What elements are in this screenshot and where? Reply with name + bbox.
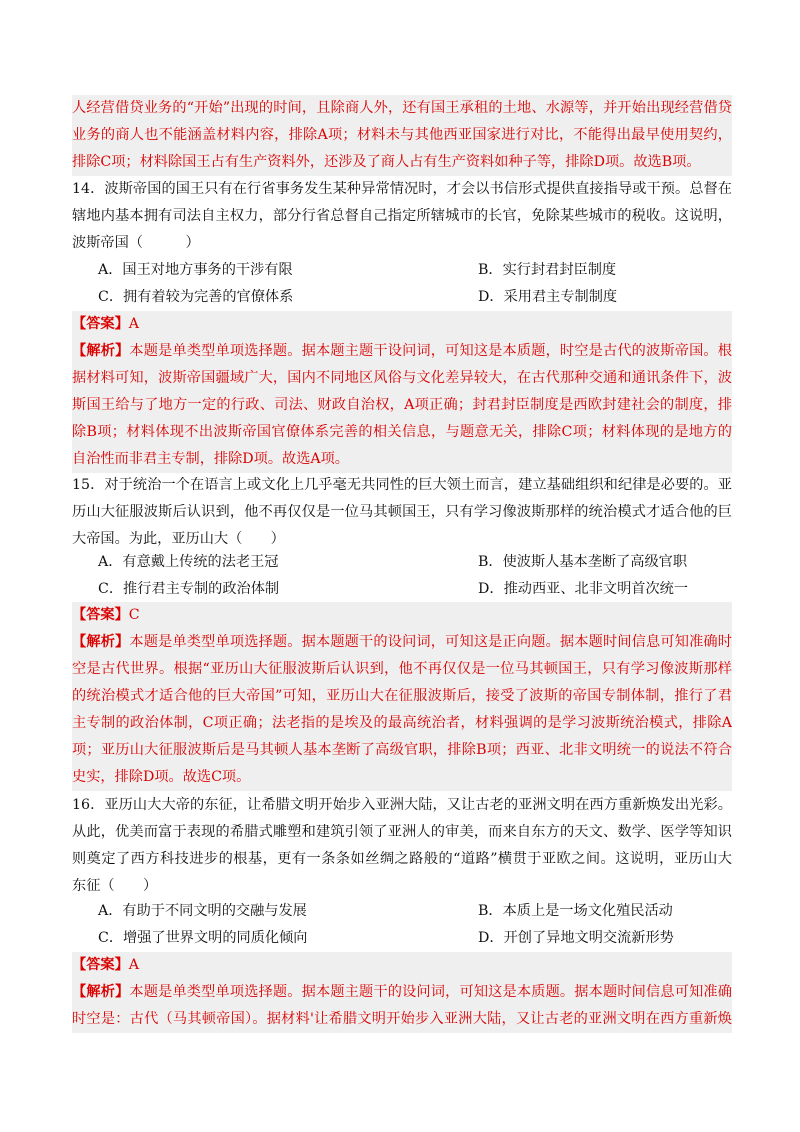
- answer-tag: 【答案】: [72, 957, 129, 973]
- stem-line: 大帝国。为此，亚历山大（ ）: [72, 531, 285, 547]
- analysis-tag: 【解析】: [72, 984, 130, 1000]
- answer-tag: 【答案】: [72, 316, 129, 332]
- analysis-line: 时空是：古代（马其顿帝国）。据材料'让希腊文明开始步入亚洲大陆，又让古老的亚洲文明在西方重新焕: [72, 1011, 732, 1027]
- explanation-line: 业务的商人也不能涵盖材料内容，排除A项；材料未与其他西亚国家进行对比，不能得出最早使用契约，: [72, 127, 732, 143]
- answer-value: C: [128, 607, 140, 623]
- stem-line: 则奠定了西方科技进步的根基，更有一条条如丝绸之路般的“道路”横贯于亚欧之间。这说明，亚历山大: [72, 851, 732, 867]
- option-d[interactable]: D．推动西亚、北非文明首次统一: [478, 581, 689, 597]
- answer-line: [72, 311, 732, 338]
- question-15-answer-block: [72, 602, 732, 791]
- option-d[interactable]: D．采用君主专制制度: [478, 289, 618, 305]
- stem-line: 东征（ ）: [72, 878, 158, 894]
- analysis-line: 除B项；材料体现不出波斯帝国官僚体系完善的相关信息，与题意无关，排除C项；材料体现的是地方的: [72, 424, 732, 440]
- question-14-stem: [72, 176, 732, 257]
- analysis-tag: 【解析】: [72, 634, 130, 650]
- analysis-line: [72, 629, 732, 656]
- analysis-line: [72, 338, 732, 365]
- question-16-stem: [72, 792, 732, 900]
- option-a[interactable]: A．有意戴上传统的法老王冠: [98, 554, 279, 570]
- question-16-answer-block: [72, 952, 732, 1033]
- explanation-13-continued: [72, 95, 732, 176]
- answer-line: [72, 952, 732, 979]
- answer-value: A: [128, 957, 140, 973]
- stem-line: 14．波斯帝国的国王只有在行省事务发生某种异常情况时，才会以书信形式提供直接指导或干预。总督在: [72, 181, 732, 197]
- answer-line: [72, 602, 732, 629]
- question-15-options: [72, 549, 732, 603]
- explanation-line: 排除C项；材料除国王占有生产资料外，还涉及了商人占有生产资料如种子等，排除D项。故选B项。: [72, 154, 701, 170]
- stem-line: 历山大征服波斯后认识到，他不再仅仅是一位马其顿国王，只有学习像波斯那样的统治模式才适合他的巨: [72, 504, 732, 520]
- analysis-line: 空是古代世界。根据“亚历山大征服波斯后认识到，他不再仅仅是一位马其顿国王，只有学习像波斯那样: [72, 661, 732, 677]
- option-b[interactable]: B．实行封君封臣制度: [478, 262, 617, 278]
- option-a[interactable]: A．有助于不同文明的交融与发展: [98, 903, 307, 919]
- analysis-line: 据材料可知，波斯帝国疆域广大，国内不同地区风俗与文化差异较大，在古代那种交通和通讯条件下，波: [72, 370, 732, 386]
- analysis-line: 主专制的政治体制，C项正确；法老指的是埃及的最高统治者，材料强调的是学习波斯统治模式，排除A: [72, 715, 732, 731]
- analysis-tag: 【解析】: [72, 343, 130, 359]
- analysis-line: [72, 979, 732, 1006]
- analysis-line: 自治性而非君主专制，排除D项。故选A项。: [72, 451, 349, 467]
- question-14-options: [72, 257, 732, 311]
- analysis-line: 的统治模式才适合他的巨大帝国”可知，亚历山大在征服波斯后，接受了波斯的帝国专制体制，推行了君: [72, 688, 732, 704]
- analysis-text: 本题是单类型单项选择题。据本题题干的设问词，可知这是正向题。据本题时间信息可知准确时: [129, 634, 732, 650]
- answer-tag: 【答案】: [72, 607, 129, 623]
- stem-line: 从此，优美而富于表现的希腊式雕塑和建筑引领了亚洲人的审美，而来自东方的天文、数学、医学等知识: [72, 824, 732, 840]
- stem-line: 辖地内基本拥有司法自主权力，部分行省总督自己指定所辖城市的长官，免除某些城市的税收。这说明，: [72, 208, 732, 224]
- option-c[interactable]: C．推行君主专制的政治体制: [98, 581, 280, 597]
- analysis-line: 史实，排除D项。故选C项。: [72, 769, 251, 785]
- stem-line: 15．对于统治一个在语言上或文化上几乎毫无共同性的巨大领土而言，建立基础组织和纪律是必要的。亚: [72, 477, 732, 493]
- option-a[interactable]: A．国王对地方事务的干涉有限: [98, 262, 293, 278]
- question-14-answer-block: [72, 311, 732, 473]
- option-c[interactable]: C．拥有着较为完善的官僚体系: [98, 289, 294, 305]
- option-b[interactable]: B．本质上是一场文化殖民活动: [478, 903, 673, 919]
- option-d[interactable]: D．开创了异地文明交流新形势: [478, 930, 674, 946]
- stem-line: 16．亚历山大大帝的东征，让希腊文明开始步入亚洲大陆，又让古老的亚洲文明在西方重新焕发出光彩。: [72, 797, 732, 813]
- analysis-text: 本题是单类型单项选择题。据本题主题干设问词，可知这是本质题，时空是古代的波斯帝国。根: [129, 343, 732, 359]
- stem-line: 波斯帝国（ ）: [72, 235, 200, 251]
- analysis-text: 本题是单类型单项选择题。据本题主题干的设问词，可知这是本质题。据本题时间信息可知准确: [129, 984, 732, 1000]
- question-16-options: [72, 898, 732, 952]
- analysis-line: 项；亚历山大征服波斯后是马其顿人基本垄断了高级官职，排除B项；西亚、北非文明统一的说法不符合: [72, 742, 732, 758]
- analysis-line: 斯国王给与了地方一定的行政、司法、财政自治权，A项正确；封君封臣制度是西欧封建社会的制度，排: [72, 397, 732, 413]
- question-15-stem: [72, 472, 732, 553]
- answer-value: A: [128, 316, 140, 332]
- explanation-line: 人经营借贷业务的“开始”出现的时间，且除商人外，还有国王承租的土地、水源等，并开始出现经营借贷: [72, 100, 732, 116]
- option-b[interactable]: B．使波斯人基本垄断了高级官职: [478, 554, 688, 570]
- option-c[interactable]: C．增强了世界文明的同质化倾向: [98, 930, 308, 946]
